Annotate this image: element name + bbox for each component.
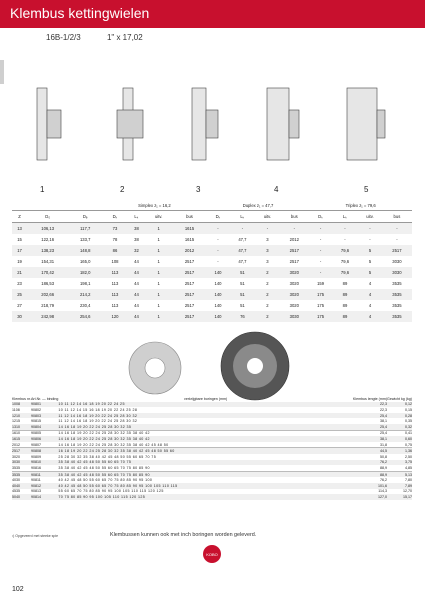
table-cell: 21 bbox=[12, 267, 27, 278]
table-cell: 90810 bbox=[31, 460, 58, 466]
table-cell: 1 bbox=[145, 289, 172, 300]
column-header: uitv. bbox=[145, 211, 172, 223]
table-cell: 79,6 bbox=[332, 245, 358, 256]
table-cell: 2517 bbox=[279, 245, 309, 256]
group-simplex: Simplex z₁ = 16,2 bbox=[138, 202, 171, 208]
table-cell: - bbox=[319, 237, 322, 242]
table-cell: 148,8 bbox=[68, 245, 102, 256]
table-cell: 0,41 bbox=[387, 430, 412, 436]
table-cell: 140 bbox=[207, 267, 230, 278]
table-cell: 50,8 bbox=[380, 454, 388, 459]
table-cell: 47,7 bbox=[238, 259, 247, 264]
table-cell: 38,1 bbox=[380, 419, 388, 424]
table-cell: 254,6 bbox=[68, 311, 102, 322]
table-cell: 2517 bbox=[172, 267, 206, 278]
sprocket-image bbox=[221, 332, 289, 400]
table-cell: 4030 bbox=[12, 478, 20, 483]
table-cell: 38 bbox=[128, 223, 145, 235]
subtitle bbox=[46, 33, 167, 42]
table-cell: 76,2 bbox=[380, 478, 388, 483]
table-cell: 170,42 bbox=[27, 267, 68, 278]
table-cell: 25,4 bbox=[353, 430, 387, 436]
table-cell: - bbox=[344, 237, 346, 242]
table-cell: 154,31 bbox=[41, 259, 55, 264]
table-cell: 3535 bbox=[392, 303, 402, 308]
table-cell: 3030 bbox=[12, 460, 31, 466]
page-title: Klembus kettingwielen bbox=[10, 5, 150, 21]
figure-number: 1 bbox=[40, 185, 45, 194]
table-cell: 25,4 bbox=[353, 413, 387, 419]
table-cell: 113 bbox=[102, 267, 128, 278]
table-cell: 4 bbox=[368, 281, 372, 286]
table-cell: 51 bbox=[229, 289, 255, 300]
table-cell: 113 bbox=[111, 281, 119, 286]
table-cell: 120 bbox=[102, 311, 128, 322]
table-cell: 38 bbox=[134, 237, 139, 242]
table-cell: 230,4 bbox=[79, 303, 91, 308]
figure-number: 3 bbox=[196, 185, 201, 194]
table-cell: 175 bbox=[317, 303, 325, 308]
table-cell: 3 bbox=[256, 245, 280, 256]
table-cell: 14 16 18 19 20 22 24 25 28 30 32 35 bbox=[58, 424, 353, 430]
table-cell: 3030 bbox=[392, 259, 402, 264]
table-cell: - bbox=[332, 223, 358, 235]
table-cell: 175 bbox=[309, 311, 332, 322]
table-cell: 133,7 bbox=[79, 237, 91, 242]
table-cell: 3030 bbox=[279, 311, 309, 322]
table-cell: - bbox=[256, 223, 280, 235]
column-header: Lₖ bbox=[128, 211, 145, 223]
table-cell: 40 42 45 48 50 55 60 65 70 75 80 85 90 95 100 105 110 115 bbox=[58, 483, 353, 489]
table-cell: - bbox=[207, 223, 230, 235]
table-cell: 88,9 bbox=[380, 465, 388, 470]
table-cell: 2517 bbox=[184, 281, 195, 286]
table-cell: 3020 bbox=[289, 281, 299, 286]
table-row bbox=[12, 300, 412, 311]
table-cell: 4 bbox=[358, 289, 382, 300]
table-cell: 127,0 bbox=[353, 494, 387, 500]
table-cell: 90816 bbox=[30, 465, 41, 470]
table-cell: 31,8 bbox=[380, 442, 388, 447]
table-cell: 90806 bbox=[31, 436, 58, 442]
table-row bbox=[12, 494, 412, 500]
table-cell: 2517 bbox=[184, 259, 195, 264]
table-cell: - bbox=[309, 245, 332, 256]
table-cell: 2012 bbox=[12, 442, 20, 447]
table-cell: 89 bbox=[332, 289, 358, 300]
taper-bush-table bbox=[12, 396, 412, 500]
table-cell: 44,5 bbox=[353, 448, 387, 454]
group-triplex: Triplex z₁ = 79,6 bbox=[345, 202, 376, 208]
table-cell: 0,12 bbox=[387, 402, 412, 408]
table-cell: 1 bbox=[157, 303, 160, 308]
drawing-1 bbox=[37, 88, 61, 160]
table-cell: 3 bbox=[266, 259, 269, 264]
table-cell: 44 bbox=[134, 303, 139, 308]
table-cell: 2 bbox=[256, 289, 280, 300]
column-header: bus bbox=[172, 211, 206, 223]
table-cell: 3535 bbox=[12, 465, 20, 470]
table-cell: 0,32 bbox=[387, 424, 412, 430]
table-cell: 214,2 bbox=[68, 289, 102, 300]
table-cell: 0,28 bbox=[387, 413, 412, 419]
figure-number: 5 bbox=[364, 185, 369, 194]
table-cell: 89 bbox=[342, 281, 348, 286]
footnote: ¹) Opgeveerd met steeke spie bbox=[12, 534, 59, 538]
table-cell: 25,4 bbox=[353, 424, 387, 430]
table-cell: 3030 bbox=[382, 267, 412, 278]
table-cell: 1 bbox=[145, 223, 172, 235]
table-cell: 7,80 bbox=[405, 478, 412, 483]
table-cell: - bbox=[217, 237, 219, 242]
table-cell: 7,89 bbox=[387, 483, 412, 489]
table-cell: 90801 bbox=[31, 402, 58, 408]
table-cell: 1008 bbox=[12, 402, 31, 408]
table-cell: 1 bbox=[157, 237, 160, 242]
table-cell: 2517 bbox=[172, 289, 206, 300]
table-cell: 90804 bbox=[31, 424, 58, 430]
table-cell: - bbox=[396, 237, 398, 242]
table-cell: 44 bbox=[128, 267, 145, 278]
table-cell: - bbox=[358, 223, 382, 235]
table-cell: 90802 bbox=[30, 407, 41, 412]
table-cell: 79,6 bbox=[340, 259, 350, 264]
table-cell: 78 bbox=[112, 237, 118, 242]
table-cell: 3 bbox=[266, 237, 269, 242]
sprocket-drawings bbox=[12, 80, 412, 180]
chain-code: 16B-1/2/3 bbox=[46, 33, 81, 42]
table-cell: 4,85 bbox=[405, 465, 412, 470]
table-cell: 22,3 bbox=[353, 402, 387, 408]
table-cell: 13 bbox=[12, 223, 27, 235]
table-cell: 1215 bbox=[12, 419, 20, 424]
table-cell: 218,79 bbox=[41, 303, 55, 308]
drawing-4 bbox=[267, 88, 299, 160]
col-length: Klembus lengte (mm) bbox=[352, 396, 388, 401]
table-cell: 1310 bbox=[12, 424, 31, 430]
dimension-table bbox=[12, 200, 412, 322]
figure-number: 2 bbox=[120, 185, 125, 194]
table-row bbox=[12, 234, 412, 245]
table-cell: 122,16 bbox=[41, 237, 55, 242]
table-cell: 89 bbox=[332, 311, 358, 322]
table-cell: 22,3 bbox=[380, 407, 388, 412]
table-cell: 44 bbox=[128, 289, 145, 300]
table-cell: 47,7 bbox=[229, 245, 255, 256]
table-cell: 1 bbox=[157, 281, 160, 286]
table-cell: 25 28 30 32 35 38 40 42 45 48 50 55 60 65 70 75 bbox=[58, 454, 157, 459]
table-cell: - bbox=[229, 223, 255, 235]
table-cell: 3535 bbox=[382, 311, 412, 322]
table-cell: 1 bbox=[145, 245, 172, 256]
inch-bore-note: Klembussen kunnen ook met inch boringen worden geleverd. bbox=[110, 532, 257, 538]
table-row bbox=[12, 223, 412, 235]
table-cell: 23 bbox=[17, 281, 22, 286]
table-cell: 90807 bbox=[30, 442, 41, 447]
table-cell: 32 bbox=[128, 245, 145, 256]
table-cell: 1108 bbox=[12, 407, 20, 412]
table-cell: 101,6 bbox=[353, 483, 387, 489]
table-cell: 2517 bbox=[289, 259, 299, 264]
side-tab bbox=[0, 60, 4, 84]
table-cell: 198,1 bbox=[79, 281, 91, 286]
table-cell: 25 bbox=[12, 289, 27, 300]
table-cell: 90809 bbox=[30, 454, 41, 459]
table-row bbox=[12, 267, 412, 278]
table-cell: 76,2 bbox=[353, 460, 387, 466]
table-cell: 90812 bbox=[31, 483, 58, 489]
table-cell: 2 bbox=[266, 303, 269, 308]
drawing-3 bbox=[192, 88, 218, 160]
column-header: bus bbox=[382, 211, 412, 223]
table-cell: 2012 bbox=[289, 237, 299, 242]
table-cell: 73 bbox=[102, 223, 128, 235]
col-bores: verkrijgbare boringen (mm) bbox=[184, 396, 228, 401]
column-header: Dₖ bbox=[207, 211, 230, 223]
table-row bbox=[12, 256, 412, 267]
table-cell: 88,9 bbox=[353, 471, 387, 477]
table-cell: 1615 bbox=[172, 223, 206, 235]
taper-bush-image bbox=[129, 342, 181, 394]
table-cell: 35 38 40 42 45 48 50 55 60 65 70 75 bbox=[58, 460, 353, 466]
table-cell: 3020 bbox=[12, 454, 20, 459]
table-cell: 19 bbox=[17, 259, 22, 264]
table-cell: 51 bbox=[229, 267, 255, 278]
table-cell: 11 12 14 16 18 19 20 22 24 25 28 30 32 bbox=[58, 419, 138, 424]
table-cell: 76 bbox=[229, 311, 255, 322]
table-cell: 165,0 bbox=[79, 259, 91, 264]
page-header bbox=[0, 0, 425, 28]
table-cell: 0,60 bbox=[387, 436, 412, 442]
table-cell: 5040 bbox=[12, 494, 31, 500]
table-cell: 1610 bbox=[12, 430, 31, 436]
table-cell: 2517 bbox=[172, 311, 206, 322]
column-header: Dₖ bbox=[309, 211, 332, 223]
table-cell: 3020 bbox=[289, 303, 299, 308]
table-cell: 159 bbox=[317, 281, 325, 286]
table-cell: - bbox=[217, 259, 219, 264]
table-cell: 89 bbox=[342, 303, 348, 308]
table-cell: 0,75 bbox=[405, 442, 412, 447]
table-cell: 140 bbox=[207, 311, 230, 322]
table-cell: 2517 bbox=[12, 448, 31, 454]
table-cell: 40 42 45 48 50 55 60 65 70 75 80 85 90 95 100 bbox=[58, 478, 153, 483]
table-cell: 90813 bbox=[30, 489, 41, 494]
column-header: uitv. bbox=[256, 211, 280, 223]
table-cell: 14 16 18 19 20 22 24 25 28 30 32 35 38 40 42 bbox=[58, 436, 353, 442]
table-cell: 140 bbox=[207, 289, 230, 300]
table-cell: 5,13 bbox=[387, 471, 412, 477]
table-cell: 10 11 12 14 15 16 18 19 20 22 24 25 28 bbox=[58, 407, 138, 412]
table-cell: 44 bbox=[134, 259, 139, 264]
table-cell: 138,23 bbox=[27, 245, 68, 256]
table-cell: 30 bbox=[12, 311, 27, 322]
table-cell: 140 bbox=[214, 303, 222, 308]
kobo-logo: KOBO bbox=[203, 545, 221, 563]
table-cell: 1615 bbox=[12, 436, 31, 442]
table-cell: 86 bbox=[102, 245, 128, 256]
table-cell: 113 bbox=[102, 289, 128, 300]
table-cell: 90808 bbox=[31, 448, 58, 454]
table-cell: 5 bbox=[358, 267, 382, 278]
table-cell: 79,6 bbox=[332, 267, 358, 278]
table-cell: 90811 bbox=[30, 478, 41, 483]
table-cell: - bbox=[369, 237, 371, 242]
table-cell: 55 60 65 70 75 80 85 90 95 100 105 110 115 120 125 bbox=[58, 489, 164, 494]
table-cell: 108 bbox=[111, 259, 119, 264]
table-cell: 70 75 80 85 90 95 100 105 110 115 120 125 bbox=[58, 494, 353, 500]
table-cell: 4 bbox=[358, 311, 382, 322]
table-cell: 90814 bbox=[31, 494, 58, 500]
table-cell: 3020 bbox=[279, 267, 309, 278]
table-cell: 117,7 bbox=[68, 223, 102, 235]
table-cell: - bbox=[309, 223, 332, 235]
table-cell: - bbox=[319, 259, 322, 264]
table-cell: 90815 bbox=[30, 419, 41, 424]
table-cell: 140 bbox=[214, 281, 222, 286]
table-cell: 2517 bbox=[184, 303, 195, 308]
table-cell: 2 bbox=[266, 281, 269, 286]
drawing-2 bbox=[117, 88, 143, 160]
figure-number: 4 bbox=[274, 185, 279, 194]
drawing-5 bbox=[347, 88, 385, 160]
table-cell: 1,36 bbox=[387, 448, 412, 454]
table-cell: 14 16 18 19 20 22 24 25 28 30 32 35 38 40 42 45 48 50 bbox=[58, 442, 169, 447]
table-cell: 242,98 bbox=[27, 311, 68, 322]
table-cell: 5 bbox=[368, 259, 372, 264]
table-cell: 47,7 bbox=[238, 237, 247, 242]
table-row bbox=[12, 245, 412, 256]
table-cell: 44 bbox=[128, 311, 145, 322]
table-cell: 90811 bbox=[31, 471, 58, 477]
table-cell: 44 bbox=[134, 281, 139, 286]
table-cell: 202,66 bbox=[27, 289, 68, 300]
table-cell: 11 12 14 16 18 19 20 22 24 25 28 30 32 bbox=[58, 413, 353, 419]
table-row bbox=[12, 278, 412, 289]
column-header: bus bbox=[279, 211, 309, 223]
table-cell: 4 bbox=[368, 303, 372, 308]
table-cell: 2 bbox=[256, 267, 280, 278]
table-cell: 51 bbox=[240, 281, 245, 286]
table-cell: 186,53 bbox=[41, 281, 55, 286]
column-header: D₀ bbox=[27, 211, 68, 223]
table-cell: 182,0 bbox=[68, 267, 102, 278]
column-header: uitv. bbox=[358, 211, 382, 223]
table-cell: 38,1 bbox=[353, 436, 387, 442]
table-cell: 3,75 bbox=[387, 460, 412, 466]
table-cell: 16 18 19 20 22 24 25 28 30 32 35 38 40 42 45 48 50 55 60 bbox=[58, 448, 353, 454]
table-cell: 106,13 bbox=[27, 223, 68, 235]
table-cell: - bbox=[279, 223, 309, 235]
table-cell: 3535 bbox=[392, 281, 402, 286]
table-cell: 0,35 bbox=[405, 419, 412, 424]
column-header: Lₖ bbox=[229, 211, 255, 223]
group-duplex: Duplex z₁ = 47,7 bbox=[242, 202, 274, 208]
table-cell: 12,70 bbox=[403, 489, 412, 494]
table-cell: 1210 bbox=[12, 413, 31, 419]
column-header: Dₑ bbox=[68, 211, 102, 223]
table-cell: 10 11 12 14 16 18 19 20 22 24 25 bbox=[58, 402, 353, 408]
chain-pitch: 1" x 17,02 bbox=[106, 33, 143, 42]
table-cell: 90805 bbox=[31, 430, 58, 436]
table-cell: 1 bbox=[145, 267, 172, 278]
table-cell: - bbox=[309, 267, 332, 278]
column-header: Lₖ bbox=[332, 211, 358, 223]
table-cell: 1 bbox=[145, 311, 172, 322]
table-cell: 1 bbox=[157, 259, 160, 264]
table-cell: 2,50 bbox=[405, 454, 412, 459]
table-cell: 114,3 bbox=[378, 489, 388, 494]
table-row bbox=[12, 289, 412, 300]
column-header: Z bbox=[12, 211, 27, 223]
table-cell: 3535 bbox=[382, 289, 412, 300]
col-weight: Gewicht kg (kg) bbox=[387, 396, 412, 401]
table-cell: 27 bbox=[17, 303, 22, 308]
table-cell: 15 bbox=[17, 237, 22, 242]
table-cell: 3535 bbox=[12, 471, 31, 477]
table-cell: 4535 bbox=[12, 489, 20, 494]
table-cell: 3020 bbox=[279, 289, 309, 300]
table-cell: 2 bbox=[256, 311, 280, 322]
table-cell: 2012 bbox=[172, 245, 206, 256]
table-cell: 90803 bbox=[31, 413, 58, 419]
table-cell: 51 bbox=[240, 303, 245, 308]
col-art-nr: Art.Nr. — binding bbox=[30, 396, 59, 401]
table-cell: 15,17 bbox=[387, 494, 412, 500]
table-cell: 35 38 40 42 45 48 50 55 60 65 70 75 80 85 90 bbox=[58, 471, 353, 477]
table-cell: - bbox=[207, 245, 230, 256]
col-klembus: Klembus nr. bbox=[12, 396, 31, 401]
table-cell: - bbox=[382, 223, 412, 235]
table-cell: 1615 bbox=[184, 237, 195, 242]
table-cell: 35 38 40 42 45 48 50 55 60 65 70 75 80 85 90 bbox=[58, 465, 150, 470]
table-cell: 17 bbox=[12, 245, 27, 256]
table-cell: 113 bbox=[111, 303, 119, 308]
table-cell: 4040 bbox=[12, 483, 31, 489]
table-cell: 0,15 bbox=[405, 407, 412, 412]
table-cell: 5 bbox=[358, 245, 382, 256]
table-cell: 175 bbox=[309, 289, 332, 300]
table-cell: 2517 bbox=[382, 245, 412, 256]
column-header: Dₖ bbox=[102, 211, 128, 223]
table-cell: 14 16 18 19 20 22 24 25 28 30 32 35 38 40 42 bbox=[58, 430, 353, 436]
page-number: 102 bbox=[12, 586, 24, 593]
